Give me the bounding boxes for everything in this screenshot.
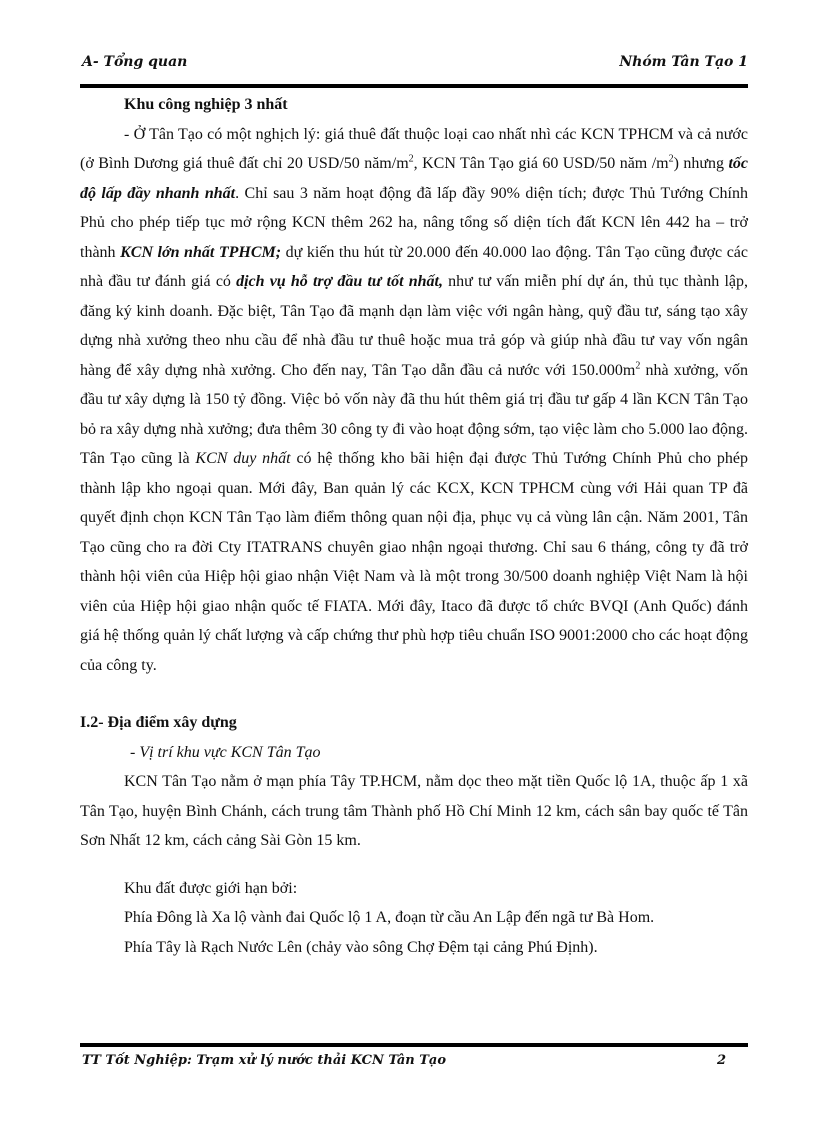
section2-title: I.2- Địa điểm xây dựng — [80, 714, 237, 731]
header-chapter: A- Tổng quan — [82, 54, 188, 70]
bound-east: Phía Đông là Xa lộ vành đai Quốc lộ 1 A, đoạn từ cầu An Lập đến ngã tư Bà Hom. — [124, 909, 655, 926]
header-group: Nhóm Tân Tạo 1 — [619, 54, 748, 70]
subsection-title: - Vị trí khu vực KCN Tân Tạo — [130, 743, 321, 761]
bounds-intro: Khu đất được giới hạn bởi: — [124, 879, 298, 897]
page-header — [80, 54, 748, 80]
footer-title: TT Tốt Nghiệp: Trạm xử lý nước thải KCN Tân Tạo — [82, 1053, 447, 1068]
emphasis-largest-park: KCN lớn nhất TPHCM; — [120, 243, 282, 261]
section-title: Khu công nghiệp 3 nhất — [124, 96, 288, 113]
emphasis-only-park: KCN duy nhất — [195, 450, 291, 467]
emphasis-best-service: dịch vụ hỗ trợ đầu tư tốt nhất, — [236, 273, 443, 290]
footer-rule — [80, 1043, 748, 1047]
header-rule — [80, 84, 748, 88]
paragraph-location: KCN Tân Tạo nằm ở mạn phía Tây TP.HCM, nằm dọc theo mặt tiền Quốc lộ 1A, thuộc ấp 1 xã Tân Tạo, huyện Bình Chánh, cách trung tâm Thành phố Hồ Chí Minh 12 km, cách sân bay quốc tế Tân Sơn Nhất 12 km, cách cảng Sài Gòn 15 km. — [80, 773, 748, 849]
page-body — [80, 90, 748, 962]
paragraph-industrial-park: - Ở Tân Tạo có một nghịch lý: giá thuê đất thuộc loại cao nhất nhì các KCN TPHCM và cả nước (ở Bình Dương giá thuê đất chỉ 20 USD/50 năm/$m^2$, KCN Tân Tạo giá 60 USD/50 năm $/m^2$) nhưng tốc độ lấp đầy nhanh nhất. Chỉ sau 3 năm hoạt động đã lấp đầy 90% diện tích; được Thủ Tướng Chính Phủ cho phép tiếp tục mở rộng KCN thêm 262 ha, nâng tổng số diện tích đất KCN lên 442 ha – trở thành KCN lớn nhất TPHCM; dự kiến thu hút từ 20.000 đến 40.000 lao động. Tân Tạo cũng được các nhà đầu tư đánh giá có dịch vụ hỗ trợ đầu tư tốt nhất, như tư vấn miễn phí dự án, thủ tục thành lập, đăng ký kinh doanh. Đặc biệt, Tân Tạo đã mạnh dạn làm việc với ngân hàng, quỹ đầu tư, sáng tạo xây dựng nhà xưởng theo nhu cầu để nhà đầu tư thuê hoặc mua trả góp và giúp nhà đầu tư vay vốn ngân hàng để xây dựng nhà xưởng. Cho đến nay, Tân Tạo dẫn đầu cả nước với $150.000m^2$ nhà xưởng, vốn đầu tư xây dựng là 150 tỷ đồng. Việc bỏ vốn này đã thu hút thêm giá trị đầu tư gấp 4 lần KCN Tân Tạo bỏ ra xây dựng nhà xưởng; đưa thêm 30 công ty đi vào hoạt động sớm, tạo việc làm cho 5.000 lao động. Tân Tạo cũng là KCN duy nhất có hệ thống kho bãi hiện đại được Thủ Tướng Chính Phủ cho phép thành lập kho ngoại quan. Mới đây, Ban quản lý các KCX, KCN TPHCM cùng với Hải quan TP đã quyết định chọn KCN Tân Tạo làm điểm thông quan nội địa, phục vụ cả vùng lân cận. Năm 2001, Tân Tạo cũng cho ra đời Cty ITATRANS chuyên giao nhận ngoại thương. Chỉ sau 6 tháng, công ty đã trở thành hội viên của Hiệp hội giao nhận Việt Nam và là một trong 30/500 doanh nghiệp Việt Nam là hội viên của Hiệp hội giao nhận quốc tế FIATA. Mới đây, Itaco đã được tổ chức BVQI (Anh Quốc) đánh giá hệ thống quản lý chất lượng và cấp chứng thư phù hợp tiêu chuẩn ISO 9001:2000 cho các hoạt động của công ty. — [80, 125, 749, 674]
page-number: 2 — [716, 1053, 726, 1068]
bound-west: Phía Tây là Rạch Nước Lên (chảy vào sông Chợ Đệm tại cảng Phú Định). — [124, 938, 598, 956]
emphasis-fastest-fill: tốc độ lấp đầy nhanh nhất — [80, 155, 749, 202]
page-footer — [80, 1053, 748, 1077]
